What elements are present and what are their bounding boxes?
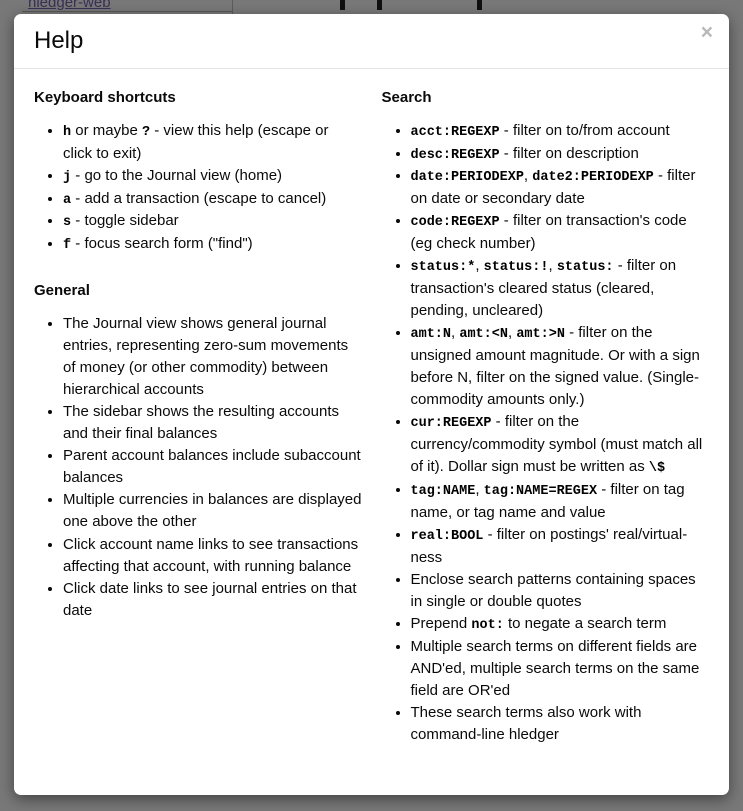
modal-title: Help (34, 27, 84, 54)
help-column-right (382, 89, 710, 772)
help-list-item: • Prepend not: to negate a search term (411, 613, 710, 636)
modal-body (14, 69, 729, 792)
help-list-item: • Parent account balances include subaccount balances (63, 445, 362, 489)
help-list (34, 120, 362, 256)
help-list-item: • status:*, status:!, status: - filter on transaction's cleared status (cleared, pending, uncleared) (411, 255, 710, 322)
code-term: real:BOOL (410, 528, 484, 544)
help-list-item: • j - go to the Journal view (home) (63, 165, 362, 188)
help-list-item: • h or maybe ? - view this help (escape or click to exit) (63, 120, 362, 165)
code-term: not: (471, 617, 504, 633)
code-term: j (63, 169, 72, 185)
help-list-item: • a - add a transaction (escape to cancel) (63, 188, 362, 211)
help-list (382, 120, 710, 746)
help-list-item: • The Journal view shows general journal entries, representing zero-sum movements of money (or other commodity) between hierarchical accounts (63, 313, 362, 401)
code-term: acct:REGEXP (410, 124, 500, 140)
help-list-item: • acct:REGEXP - filter on to/from account (411, 120, 710, 143)
code-term: tag:NAME (410, 483, 476, 499)
code-term: ? (141, 124, 151, 140)
code-term: amt:<N (459, 327, 508, 343)
help-modal (14, 14, 729, 795)
code-term: amt:>N (516, 327, 565, 343)
code-term: \$ (648, 461, 666, 477)
help-list-item: • Multiple currencies in balances are displayed one above the other (63, 489, 362, 533)
help-list-item: • Enclose search patterns containing spaces in single or double quotes (411, 569, 710, 613)
code-term: s (63, 215, 72, 231)
help-list-item: • f - focus search form ("find") (63, 233, 362, 256)
help-list-item: • desc:REGEXP - filter on description (411, 143, 710, 166)
help-list-item: • date:PERIODEXP, date2:PERIODEXP - filter on date or secondary date (411, 165, 710, 210)
modal-header (14, 14, 729, 69)
section-heading: Keyboard shortcuts (34, 88, 176, 106)
help-list (34, 313, 362, 622)
section-heading: Search (381, 88, 432, 106)
help-list-item: • Click account name links to see transactions affecting that account, with running balance (63, 534, 362, 578)
help-list-item: • These search terms also work with command-line hledger (411, 702, 710, 746)
help-list-item: • tag:NAME, tag:NAME=REGEX - filter on tag name, or tag name and value (411, 479, 710, 524)
help-list-item: • amt:N, amt:<N, amt:>N - filter on the unsigned amount magnitude. Or with a sign before N, filter on the signed value. (Single-commodity amounts only.) (411, 322, 710, 411)
help-list-item: • Multiple search terms on different fields are AND'ed, multiple search terms on the same field are OR'ed (411, 636, 710, 702)
help-list-item: • s - toggle sidebar (63, 210, 362, 233)
help-list-item: • cur:REGEXP - filter on the currency/commodity symbol (must match all of it). Dollar sign must be written as \$ (411, 411, 710, 479)
section-heading: General (34, 282, 90, 300)
help-list-item: • Click date links to see journal entries on that date (63, 578, 362, 622)
help-list-item: • The sidebar shows the resulting accounts and their final balances (63, 401, 362, 445)
close-icon[interactable]: × (700, 21, 713, 44)
code-term: tag:NAME=REGEX (483, 483, 598, 499)
help-list-item: • code:REGEXP - filter on transaction's code (eg check number) (411, 210, 710, 255)
code-term: status: (556, 260, 614, 276)
code-term: amt:N (410, 327, 452, 343)
code-term: desc:REGEXP (410, 147, 500, 163)
help-column-left (34, 89, 362, 772)
code-term: cur:REGEXP (410, 416, 492, 432)
code-term: f (63, 238, 72, 254)
code-term: status:! (483, 260, 549, 276)
code-term: code:REGEXP (410, 215, 500, 231)
code-term: date2:PERIODEXP (532, 170, 654, 186)
code-term: a (63, 192, 72, 208)
code-term: h (63, 124, 72, 140)
help-list-item: • real:BOOL - filter on postings' real/virtual-ness (411, 524, 710, 569)
code-term: status:* (410, 260, 476, 276)
code-term: date:PERIODEXP (410, 170, 524, 186)
